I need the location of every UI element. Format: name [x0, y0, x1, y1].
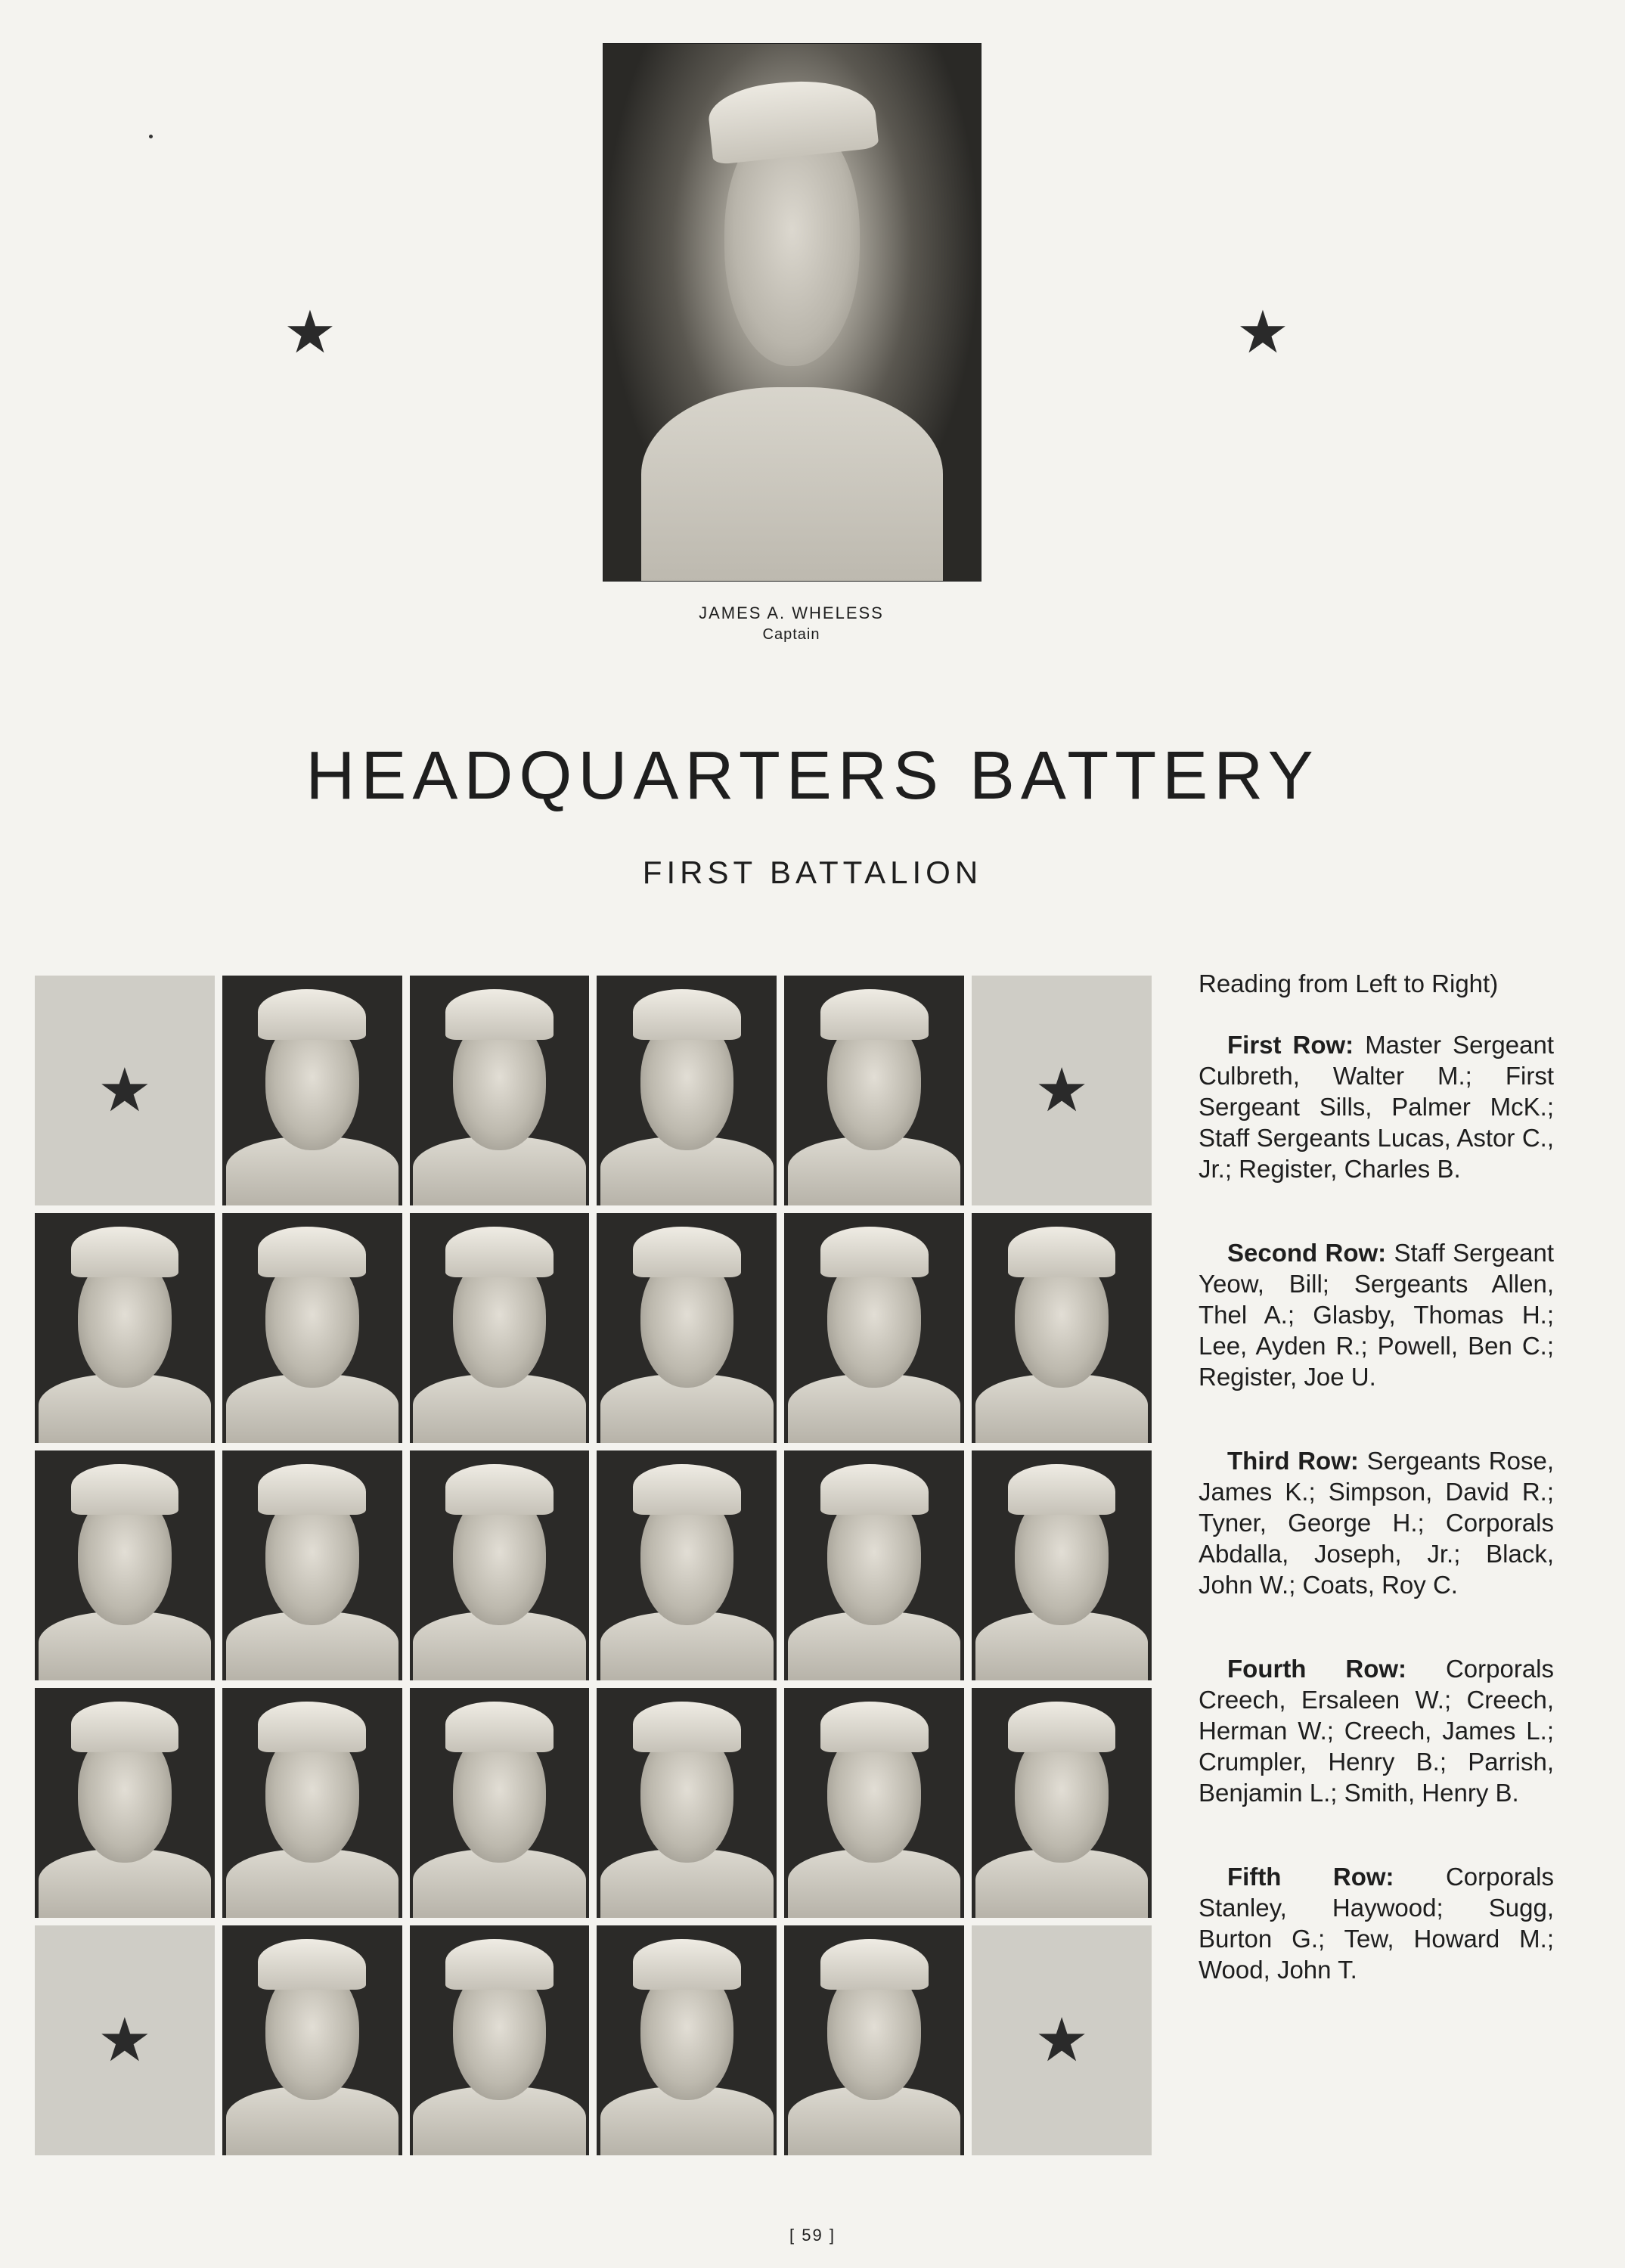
soldier-photo	[222, 1450, 402, 1680]
soldier-photo	[410, 1925, 590, 2155]
soldier-photo	[972, 1450, 1152, 1680]
soldier-photo	[35, 1688, 215, 1918]
grid-star-cell	[35, 1925, 215, 2155]
soldier-photo	[222, 1925, 402, 2155]
soldier-photo	[410, 1688, 590, 1918]
roster-row-5	[1199, 1861, 1554, 1985]
row-label: Second Row:	[1227, 1239, 1387, 1267]
soldier-photo	[597, 1925, 777, 2155]
grid-star-cell	[35, 976, 215, 1205]
star-icon: ★	[1034, 1056, 1089, 1124]
portrait-garrison-cap	[706, 73, 879, 165]
soldier-photo	[222, 1688, 402, 1918]
roster-text-column	[1199, 968, 1554, 2038]
roster-row-2	[1199, 1237, 1554, 1392]
soldier-photo	[597, 1450, 777, 1680]
grid-star-cell	[972, 976, 1152, 1205]
soldier-photo	[35, 1213, 215, 1443]
roster-row-3	[1199, 1445, 1554, 1600]
roster-intro: Reading from Left to Right)	[1199, 970, 1499, 997]
roster-photo-grid	[35, 976, 1152, 2155]
page-title: HEADQUARTERS BATTERY	[305, 738, 1320, 814]
captain-portrait-photo	[603, 43, 982, 582]
row-names: Corporals Creech, Ersaleen W.; Creech, Herman W.; Creech, James L.; Crumpler, Henry B.; Parrish, Benjamin L.; Smith, Henry B.	[1199, 1655, 1555, 1807]
soldier-photo	[410, 1450, 590, 1680]
soldier-photo	[784, 976, 964, 1205]
soldier-photo	[972, 1688, 1152, 1918]
row-label: First Row:	[1227, 1031, 1354, 1059]
soldier-photo	[222, 976, 402, 1205]
soldier-photo	[410, 976, 590, 1205]
soldier-photo	[784, 1925, 964, 2155]
row-label: Fourth Row:	[1227, 1655, 1407, 1683]
portrait-uniform	[641, 387, 943, 581]
row-names: Master Sergeant Culbreth, Walter M.; First Sergeant Sills, Palmer McK.; Staff Sergeants Lucas, Astor C., Jr.; Register, Charles B.	[1199, 1031, 1554, 1183]
star-icon-right: ★	[1236, 299, 1289, 365]
row-names: Sergeants Rose, James K.; Simpson, David R.; Tyner, George H.; Corporals Abdalla, Joseph, Jr.; Black, John W.; Coats, Roy C.	[1199, 1447, 1555, 1599]
soldier-photo	[784, 1688, 964, 1918]
soldier-photo	[784, 1213, 964, 1443]
row-label: Fifth Row:	[1227, 1863, 1394, 1891]
soldier-photo	[784, 1450, 964, 1680]
row-names: Staff Sergeant Yeow, Bill; Sergeants Allen, Thel A.; Glasby, Thomas H.; Lee, Ayden R.; Powell, Ben C.; Register, Joe U.	[1199, 1239, 1555, 1391]
row-names: Corporals Stanley, Haywood; Sugg, Burton G.; Tew, Howard M.; Wood, John T.	[1199, 1863, 1555, 1984]
soldier-photo	[597, 1213, 777, 1443]
soldier-photo	[35, 1450, 215, 1680]
soldier-photo	[597, 976, 777, 1205]
soldier-photo	[972, 1213, 1152, 1443]
roster-row-4	[1199, 1653, 1554, 1808]
page-number: [ 59 ]	[789, 2226, 836, 2245]
star-icon-left: ★	[284, 299, 336, 365]
print-speck	[149, 135, 153, 138]
captain-name: JAMES A. WHELESS	[699, 603, 884, 622]
row-label: Third Row:	[1227, 1447, 1359, 1475]
soldier-photo	[222, 1213, 402, 1443]
star-icon: ★	[1034, 2006, 1089, 2074]
star-icon: ★	[98, 1056, 152, 1124]
soldier-photo	[597, 1688, 777, 1918]
star-icon: ★	[98, 2006, 152, 2074]
page-subtitle: FIRST BATTALION	[642, 855, 983, 890]
roster-row-1	[1199, 1029, 1554, 1184]
captain-rank: Captain	[762, 626, 820, 643]
grid-star-cell	[972, 1925, 1152, 2155]
soldier-photo	[410, 1213, 590, 1443]
